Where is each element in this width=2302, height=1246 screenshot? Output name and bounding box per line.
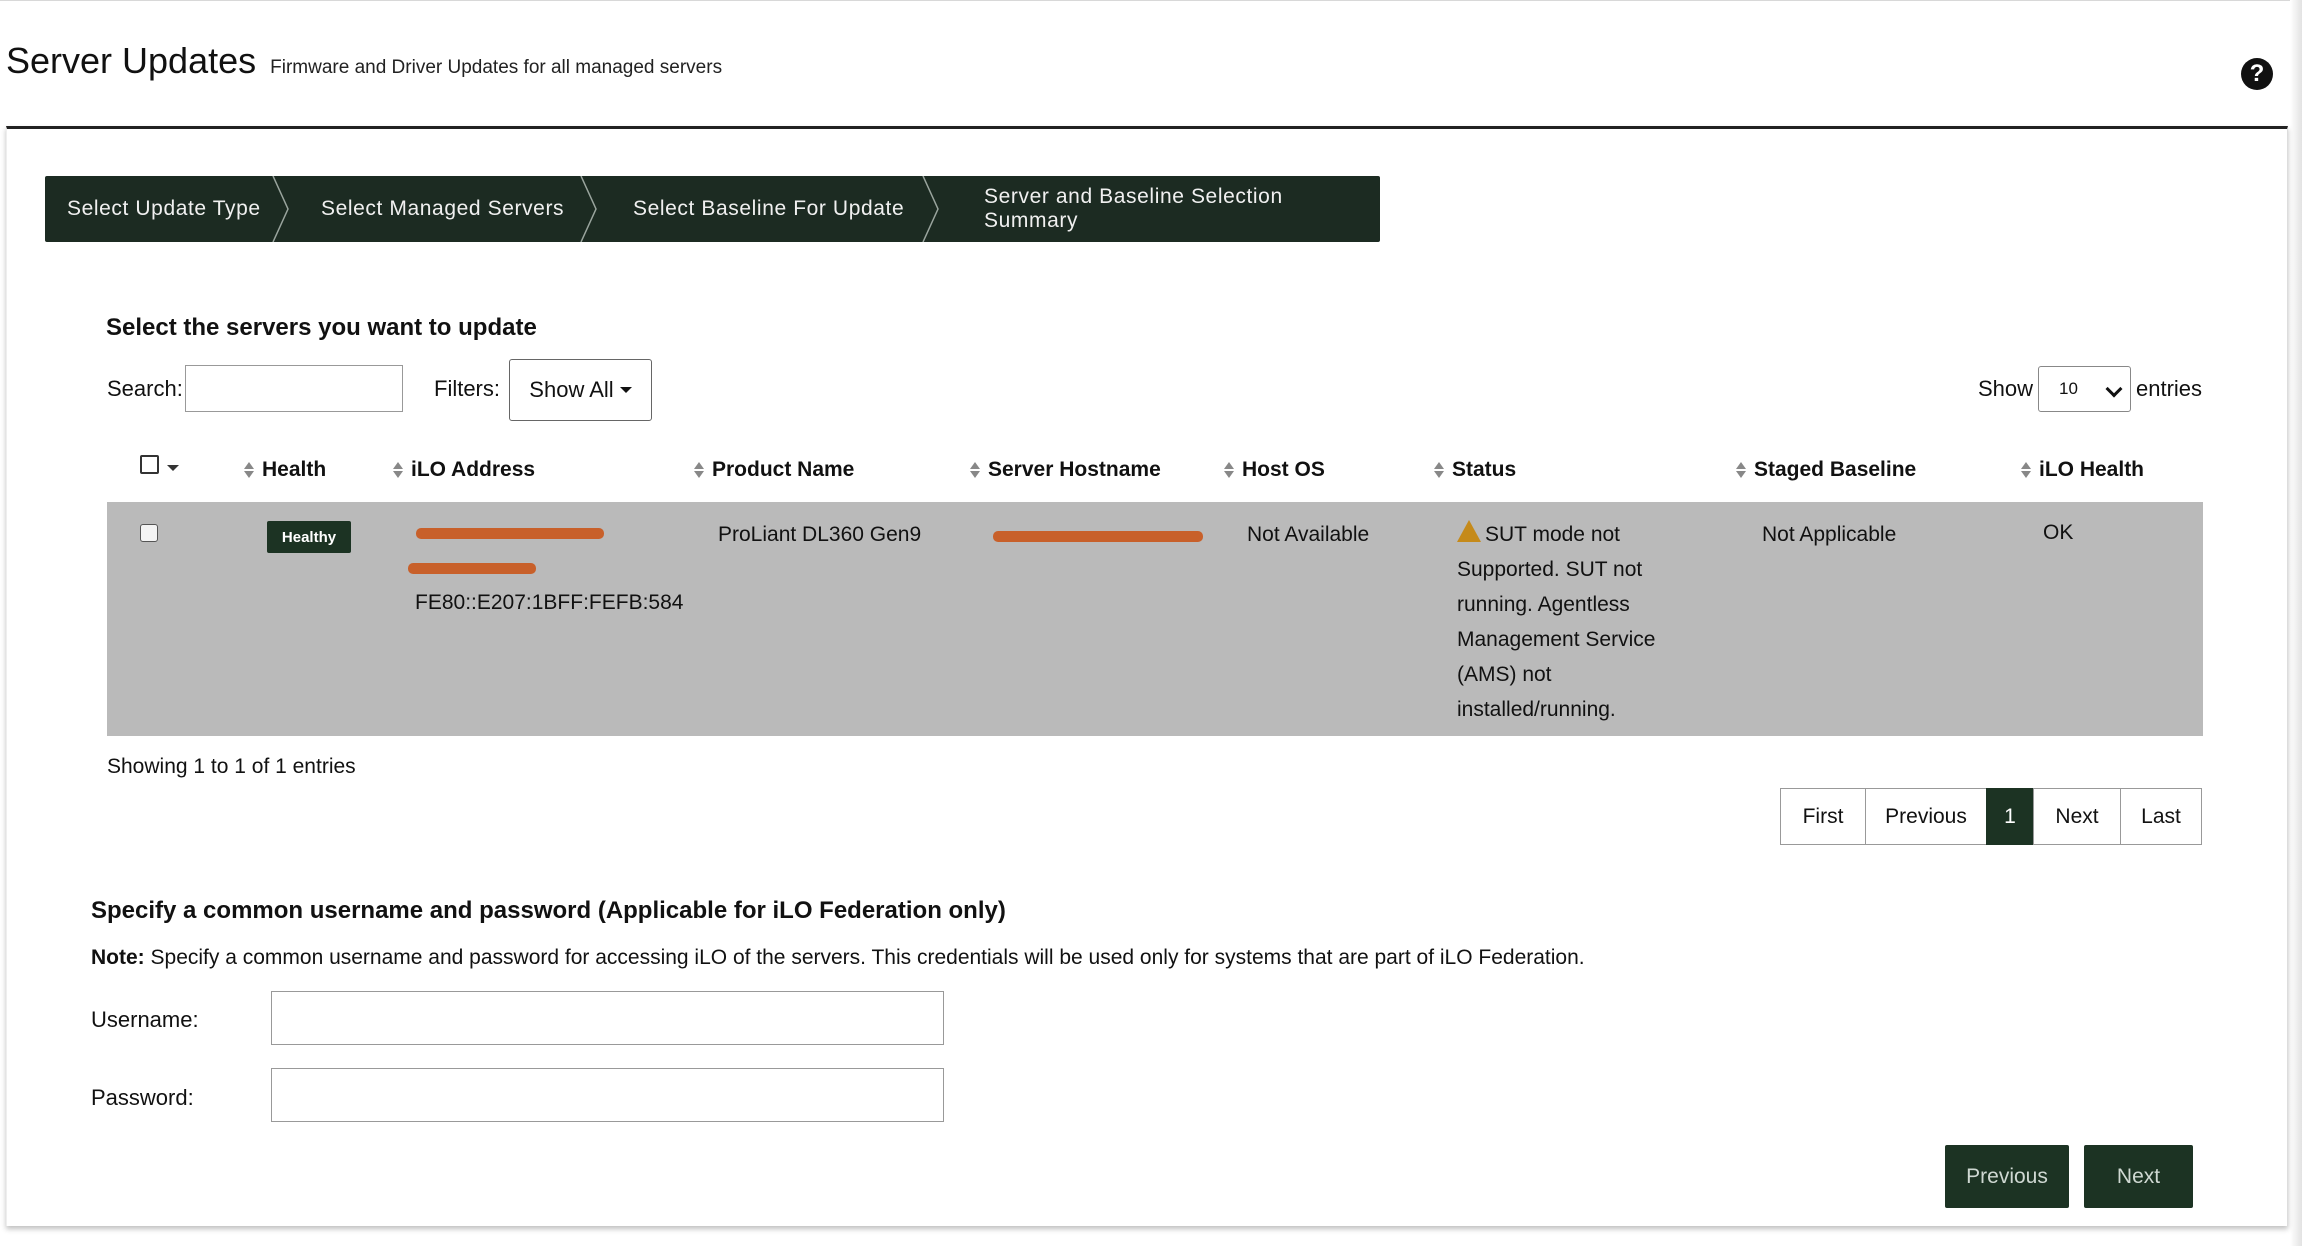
status-line: Supported. SUT not: [1457, 558, 1643, 581]
column-header-label: Staged Baseline: [1754, 458, 1917, 481]
warning-icon: [1457, 520, 1481, 542]
note-label: Note:: [91, 946, 145, 969]
select-options-caret-icon[interactable]: [167, 465, 179, 471]
status-line: installed/running.: [1457, 698, 1616, 721]
sort-icon: [1736, 462, 1746, 478]
redaction-mark: [408, 563, 536, 574]
entries-label: entries: [2136, 376, 2203, 401]
column-header-ilo-health[interactable]: [2021, 458, 2144, 482]
filter-dropdown-button[interactable]: [509, 359, 652, 421]
window-edge-shadow: [2290, 0, 2302, 1246]
pagination-previous-button[interactable]: Previous: [1865, 788, 1987, 845]
column-header-label: iLO Health: [2039, 458, 2145, 481]
page-size-select[interactable]: [2038, 366, 2131, 412]
column-header-label: Host OS: [1242, 458, 1325, 481]
pagination: [1781, 788, 2202, 845]
column-header-server-hostname[interactable]: [970, 458, 1161, 482]
status-line: Management Service: [1457, 628, 1656, 651]
step-separator-icon: [271, 176, 291, 242]
username-input[interactable]: [271, 991, 944, 1045]
status-badge: Healthy: [267, 521, 351, 553]
status-line: SUT mode not: [1457, 517, 1655, 552]
column-header-status[interactable]: [1434, 458, 1516, 482]
credentials-note: [91, 946, 1585, 970]
wizard-step-selection-summary[interactable]: [931, 176, 1380, 242]
redaction-mark: [416, 528, 604, 539]
wizard-step-label: Select Baseline For Update: [633, 197, 905, 220]
credentials-section-title: Specify a common username and password (Applicable for iLO Federation only): [91, 897, 1006, 924]
pagination-next-button[interactable]: Next: [2033, 788, 2121, 845]
pagination-page-1-button[interactable]: 1: [1986, 788, 2034, 845]
column-header-host-os[interactable]: [1224, 458, 1325, 482]
top-border: [0, 0, 2302, 1]
sort-icon: [393, 462, 403, 478]
column-header-ilo-address[interactable]: [393, 458, 535, 482]
caret-down-icon: [620, 387, 632, 393]
password-input[interactable]: [271, 1068, 944, 1122]
staged-baseline-cell: Not Applicable: [1762, 523, 1897, 546]
password-label: Password:: [91, 1085, 194, 1110]
filter-dropdown-label: Show All: [529, 377, 614, 402]
page-header: [6, 40, 722, 82]
column-header-label: Status: [1452, 458, 1517, 481]
page-title: Server Updates: [6, 40, 257, 81]
wizard-step-label: Server and Baseline Selection Summary: [984, 185, 1283, 232]
column-header-label: Product Name: [712, 458, 855, 481]
filters-label: Filters:: [434, 376, 500, 401]
wizard-steps: [45, 176, 1380, 242]
product-name-cell: ProLiant DL360 Gen9: [718, 523, 922, 546]
sort-icon: [244, 462, 254, 478]
ilo-address-ipv6[interactable]: FE80::E207:1BFF:FEFB:584: [415, 591, 684, 614]
page-size-value: 10: [2059, 379, 2078, 398]
wizard-step-label: Select Managed Servers: [321, 197, 565, 220]
search-label: Search:: [107, 376, 183, 401]
search-input[interactable]: [185, 365, 403, 412]
wizard-step-label: Select Update Type: [67, 197, 261, 220]
sort-icon: [970, 462, 980, 478]
column-header-label: Health: [262, 458, 327, 481]
help-icon[interactable]: ?: [2241, 58, 2273, 90]
pagination-last-button[interactable]: Last: [2120, 788, 2202, 845]
sort-icon: [2021, 462, 2031, 478]
pagination-first-button[interactable]: First: [1780, 788, 1866, 845]
wizard-step-select-baseline[interactable]: [589, 176, 931, 242]
redaction-mark: [993, 531, 1203, 542]
status-cell: [1457, 517, 1655, 727]
servers-section-title: Select the servers you want to update: [106, 314, 537, 341]
ilo-health-cell: OK: [2043, 521, 2074, 544]
column-header-label: Server Hostname: [988, 458, 1161, 481]
sort-icon: [694, 462, 704, 478]
wizard-step-select-managed-servers[interactable]: [281, 176, 589, 242]
column-header-product-name[interactable]: [694, 458, 854, 482]
row-select-checkbox[interactable]: [140, 524, 158, 542]
sort-icon: [1434, 462, 1444, 478]
previous-button[interactable]: Previous: [1945, 1145, 2069, 1208]
sort-icon: [1224, 462, 1234, 478]
username-label: Username:: [91, 1007, 199, 1032]
column-header-health[interactable]: [244, 458, 326, 482]
wizard-step-select-update-type[interactable]: [45, 176, 281, 242]
step-separator-icon: [579, 176, 599, 242]
column-header-label: iLO Address: [411, 458, 536, 481]
status-line: running. Agentless: [1457, 593, 1630, 616]
table-info: Showing 1 to 1 of 1 entries: [107, 755, 356, 778]
chevron-down-icon: [2106, 381, 2123, 398]
page-subtitle: Firmware and Driver Updates for all managed servers: [270, 57, 723, 78]
note-text: Specify a common username and password for accessing iLO of the servers. This credentials will be used only for systems that are part of iLO Federation.: [144, 946, 1585, 969]
next-button[interactable]: Next: [2084, 1145, 2193, 1208]
step-separator-icon: [921, 176, 941, 242]
host-os-cell: Not Available: [1247, 523, 1370, 546]
column-header-staged-baseline[interactable]: [1736, 458, 1916, 482]
status-line: (AMS) not: [1457, 663, 1552, 686]
select-all-checkbox[interactable]: [140, 455, 159, 474]
show-label: Show: [1978, 376, 2034, 401]
